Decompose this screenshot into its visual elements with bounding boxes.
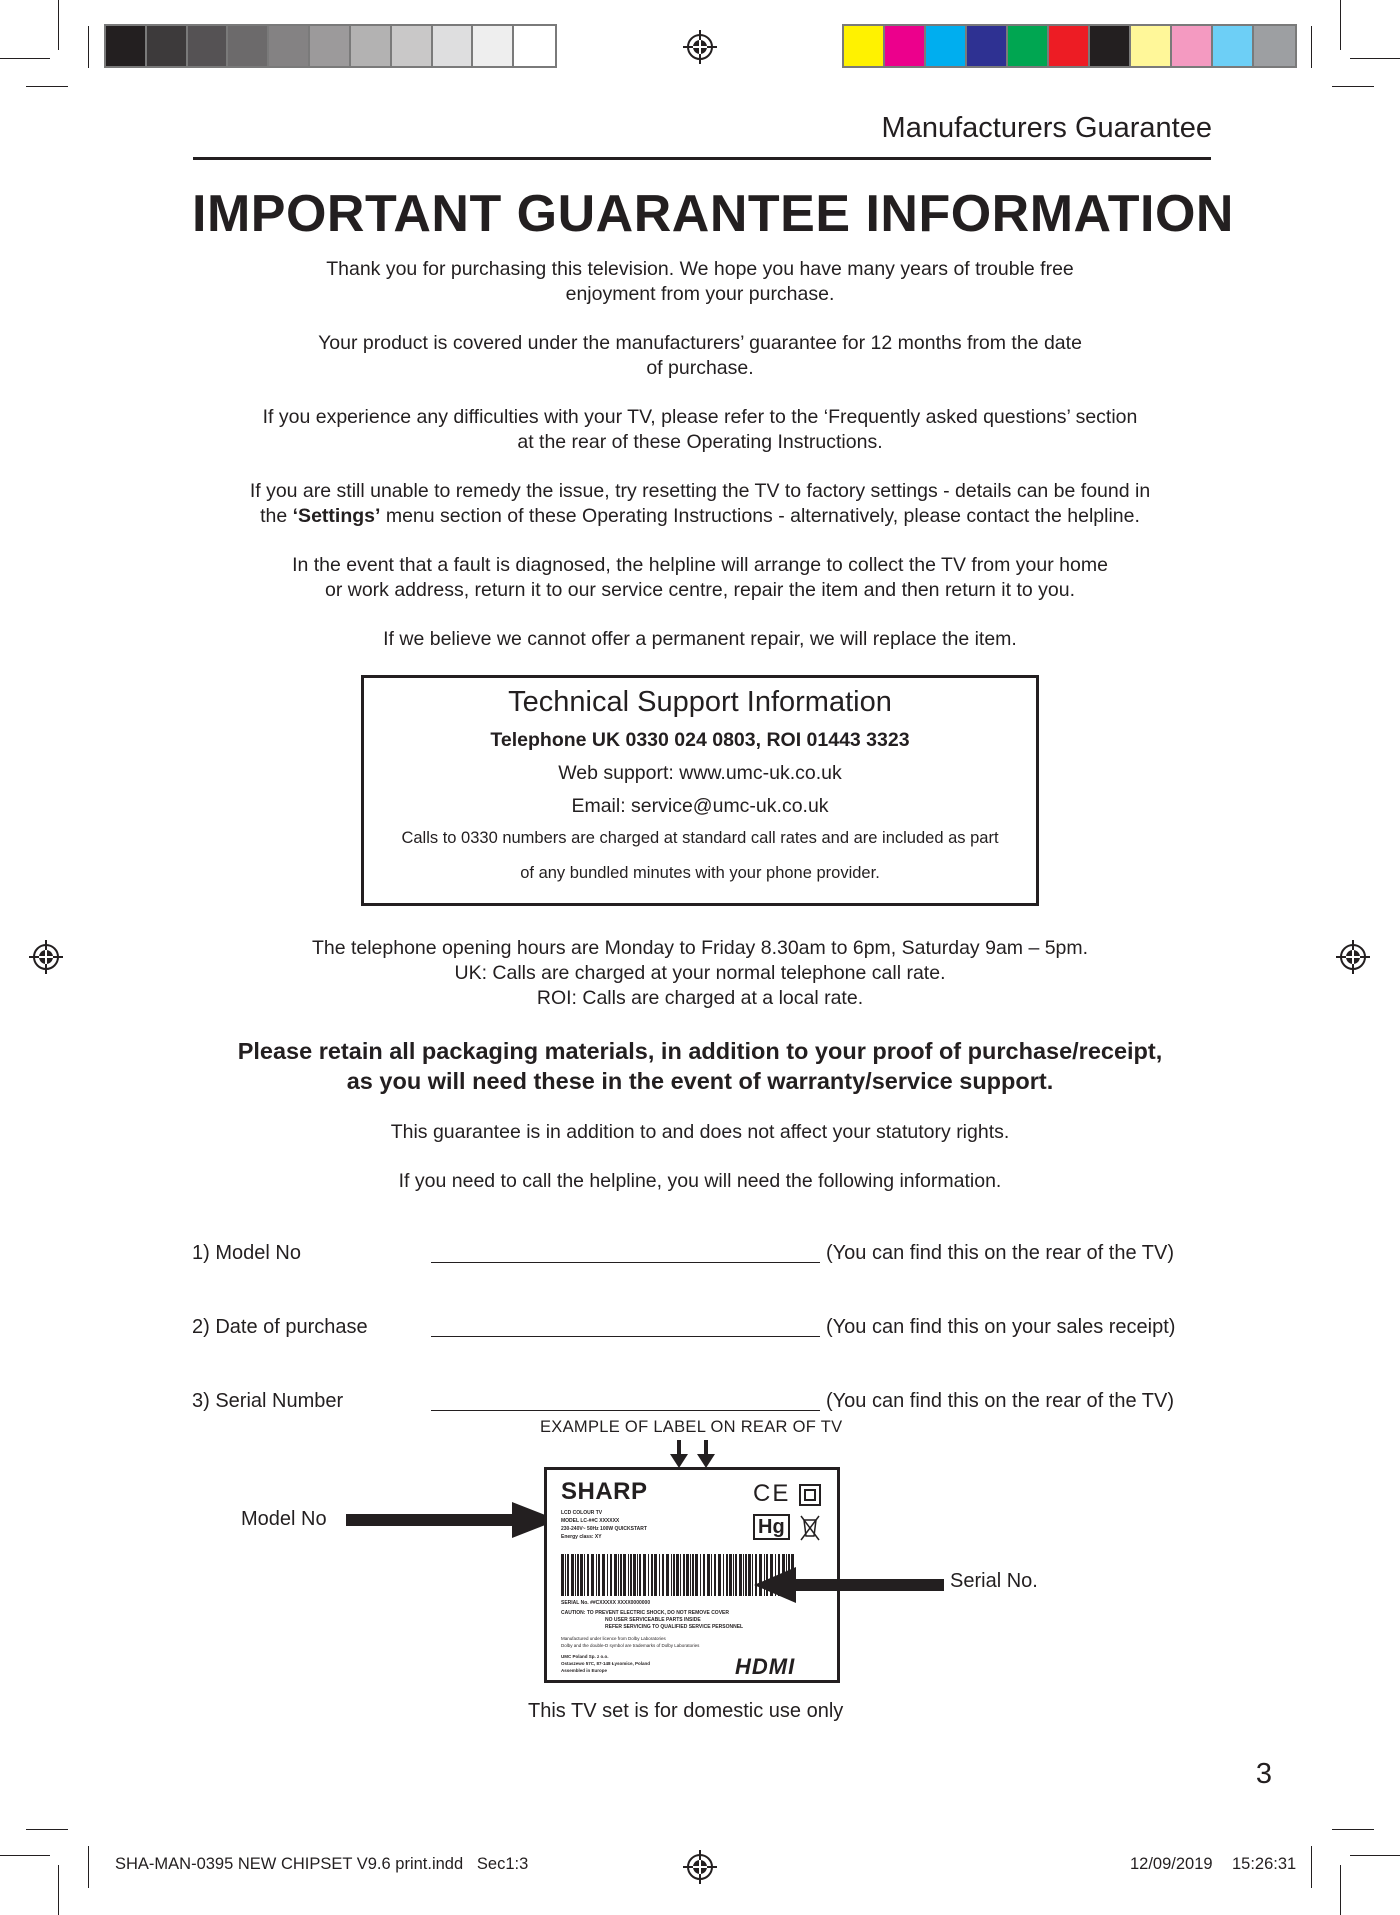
registration-mark-icon <box>681 28 719 66</box>
paragraph-line: UK: Calls are charged at your normal telephone call rate. <box>454 962 946 984</box>
registration-mark-icon <box>681 1848 719 1886</box>
barcode-bar <box>639 1554 641 1596</box>
paragraph-line: ROI: Calls are charged at a local rate. <box>536 987 864 1009</box>
crop-mark <box>1350 58 1400 59</box>
paragraph-line: If you experience any difficulties with your TV, please refer to the ‘Frequently asked questions’ section <box>262 406 1138 428</box>
form-line-model-no <box>431 1262 820 1263</box>
label-fine-print: NO USER SERVICEABLE PARTS INSIDE <box>605 1617 701 1623</box>
crop-mark <box>1311 26 1312 68</box>
barcode-bar <box>623 1554 626 1596</box>
weee-bin-icon <box>799 1512 821 1542</box>
barcode-bar <box>580 1554 583 1596</box>
color-swatch <box>269 26 310 66</box>
barcode-bar <box>700 1554 701 1596</box>
crop-mark <box>1311 1846 1312 1888</box>
barcode-bar <box>680 1554 681 1596</box>
example-caption: EXAMPLE OF LABEL ON REAR OF TV <box>540 1418 843 1436</box>
color-swatch <box>514 26 555 66</box>
paragraph-line: If you are still unable to remedy the issue, try resetting the TV to factory settings - details can be found in <box>249 480 1151 502</box>
domestic-use-note: This TV set is for domestic use only <box>528 1700 844 1722</box>
footer-time: 15:26:31 <box>1232 1855 1297 1873</box>
support-heading: Technical Support Information <box>508 686 892 718</box>
support-email: Email: service@umc-uk.co.uk <box>571 795 829 817</box>
intro-paragraph <box>193 257 1207 307</box>
paragraph-line: of purchase. <box>646 357 754 379</box>
label-fine-print: CAUTION: TO PREVENT ELECTRIC SHOCK, DO NOT REMOVE COVER <box>561 1610 729 1616</box>
color-swatch <box>188 26 229 66</box>
crop-mark <box>1340 1865 1341 1915</box>
label-fine-print: SERIAL No. ##CXXXXX XXXX0000000 <box>561 1600 651 1606</box>
process-color-bar <box>842 24 1297 68</box>
color-swatch <box>885 26 926 66</box>
technical-support-box <box>361 675 1039 906</box>
form-line-date-of-purchase <box>431 1336 820 1337</box>
crop-mark <box>88 1846 89 1888</box>
paragraph-line: The telephone opening hours are Monday to Friday 8.30am to 6pm, Saturday 9am – 5pm. <box>311 937 1089 959</box>
page-title: IMPORTANT GUARANTEE INFORMATION <box>192 185 1234 243</box>
paragraph-line: or work address, return it to our service centre, repair the item and then return it to you. <box>324 579 1076 601</box>
paragraph-line: Your product is covered under the manufacturers’ guarantee for 12 months from the date <box>318 332 1082 354</box>
paragraph-line <box>193 504 1207 529</box>
form-hint-serial-number: (You can find this on the rear of the TV) <box>826 1390 1174 1412</box>
barcode-bar <box>651 1554 653 1596</box>
crop-mark <box>88 26 89 68</box>
label-fine-print: Ostaszewo 57C, 87-148 Łysomice, Poland <box>561 1661 651 1666</box>
color-swatch <box>844 26 885 66</box>
label-fine-print: UMC Poland Sp. z o.o. <box>561 1654 609 1659</box>
barcode-bar <box>630 1554 632 1596</box>
label-fine-print: Manufactured under licence from Dolby Laboratories <box>561 1636 666 1641</box>
example-model-no-label: Model No <box>241 1508 327 1530</box>
barcode-bar <box>735 1554 737 1596</box>
barcode-bar <box>610 1554 612 1596</box>
barcode-bar <box>711 1554 712 1596</box>
text-run: menu section of these Operating Instructions - alternatively, please contact the helpline. <box>380 505 1140 527</box>
double-insulation-icon <box>799 1484 821 1506</box>
barcode-bar <box>695 1554 698 1596</box>
crop-mark <box>1350 1855 1400 1856</box>
barcode-bar <box>571 1554 574 1596</box>
support-note: Calls to 0330 numbers are charged at standard call rates and are included as part <box>401 829 999 847</box>
barcode-bar <box>596 1554 597 1596</box>
barcode-bar <box>743 1554 744 1596</box>
label-fine-print: Energy class: XY <box>561 1534 602 1540</box>
barcode-bar <box>607 1554 608 1596</box>
barcode-bar <box>659 1554 660 1596</box>
support-web: Web support: www.umc-uk.co.uk <box>558 762 842 784</box>
replace-paragraph <box>193 627 1207 652</box>
registration-mark-icon <box>27 938 65 976</box>
section-header: Manufacturers Guarantee <box>881 112 1212 144</box>
color-swatch <box>433 26 474 66</box>
barcode-bar <box>577 1554 579 1596</box>
color-swatch <box>473 26 514 66</box>
barcode-bar <box>718 1554 721 1596</box>
barcode-bar <box>662 1554 664 1596</box>
crop-mark <box>58 0 59 50</box>
header-divider <box>193 157 1211 160</box>
barcode-bar <box>598 1554 600 1596</box>
text-run: the <box>260 505 293 527</box>
retain-packaging-notice <box>193 1036 1207 1096</box>
color-swatch <box>1131 26 1172 66</box>
barcode-bar <box>561 1554 564 1596</box>
mercury-mark: Hg <box>753 1514 790 1540</box>
barcode-bar <box>692 1554 694 1596</box>
color-swatch <box>147 26 188 66</box>
color-swatch <box>1090 26 1131 66</box>
paragraph-line: If you need to call the helpline, you will need the following information. <box>398 1170 1002 1192</box>
barcode-bar <box>748 1554 751 1596</box>
color-swatch <box>392 26 433 66</box>
barcode-bar <box>673 1554 675 1596</box>
crop-mark <box>0 1855 50 1856</box>
barcode-bar <box>714 1554 716 1596</box>
statutory-rights <box>193 1120 1207 1145</box>
form-label-serial-number: 3) Serial Number <box>192 1390 344 1412</box>
registration-mark-icon <box>1334 938 1372 976</box>
faq-paragraph <box>193 405 1207 455</box>
barcode-bar <box>643 1554 646 1596</box>
barcode-bar <box>620 1554 622 1596</box>
barcode-bar <box>703 1554 705 1596</box>
model-no-arrow-icon <box>346 1500 560 1540</box>
label-fine-print: LCD COLOUR TV <box>561 1510 603 1516</box>
form-hint-model-no: (You can find this on the rear of the TV) <box>826 1242 1174 1264</box>
barcode-bar <box>567 1554 569 1596</box>
opening-hours <box>193 936 1207 1011</box>
barcode-bar <box>618 1554 619 1596</box>
label-fine-print: Dolby and the double-D symbol are trademarks of Dolby Laboratories <box>561 1643 700 1648</box>
barcode-bar <box>587 1554 589 1596</box>
color-swatch <box>310 26 351 66</box>
coverage-paragraph <box>193 331 1207 381</box>
barcode-bar <box>602 1554 605 1596</box>
support-telephone: Telephone UK 0330 024 0803, ROI 01443 3323 <box>490 729 910 751</box>
page-number: 3 <box>1255 1758 1272 1790</box>
barcode-bar <box>654 1554 657 1596</box>
barcode-bar <box>676 1554 679 1596</box>
barcode-bar <box>707 1554 710 1596</box>
ce-mark: CE <box>753 1480 791 1507</box>
label-fine-print: REFER SERVICING TO QUALIFIED SERVICE PERSONNEL <box>605 1624 744 1630</box>
barcode-bar <box>733 1554 734 1596</box>
barcode-bar <box>666 1554 669 1596</box>
barcode-bar <box>726 1554 728 1596</box>
color-swatch <box>1213 26 1254 66</box>
barcode-bar <box>739 1554 742 1596</box>
crop-mark <box>1332 86 1374 87</box>
crop-mark <box>58 1865 59 1915</box>
paragraph-line: Thank you for purchasing this television. We hope you have many years of trouble free <box>326 258 1074 280</box>
footer-file-name: SHA-MAN-0395 NEW CHIPSET V9.6 print.indd Sec1:3 <box>115 1855 529 1873</box>
paragraph-line: at the rear of these Operating Instructions. <box>517 431 883 453</box>
color-swatch <box>967 26 1008 66</box>
example-serial-no-label: Serial No. <box>950 1570 1038 1592</box>
form-line-serial-number <box>431 1410 820 1411</box>
color-swatch <box>351 26 392 66</box>
paragraph-line: enjoyment from your purchase. <box>565 283 835 305</box>
barcode-bar <box>637 1554 638 1596</box>
form-hint-date-of-purchase: (You can find this on your sales receipt) <box>826 1316 1176 1338</box>
fault-paragraph <box>193 553 1207 603</box>
notice-line: as you will need these in the event of warranty/service support. <box>346 1068 1054 1094</box>
crop-mark <box>1332 1829 1374 1830</box>
barcode-bar <box>683 1554 685 1596</box>
color-swatch <box>926 26 967 66</box>
crop-mark <box>26 1829 68 1830</box>
barcode-bar <box>614 1554 617 1596</box>
barcode-bar <box>591 1554 594 1596</box>
barcode-bar <box>648 1554 649 1596</box>
crop-mark <box>26 86 68 87</box>
barcode-bar <box>565 1554 566 1596</box>
barcode-bar <box>584 1554 585 1596</box>
barcode-bar <box>723 1554 724 1596</box>
footer-date: 12/09/2019 <box>1130 1855 1213 1873</box>
paragraph-line: This guarantee is in addition to and does not affect your statutory rights. <box>390 1121 1010 1143</box>
label-fine-print: 230-240V~ 50Hz 100W QUICKSTART <box>561 1526 647 1532</box>
barcode-bar <box>690 1554 691 1596</box>
brand-logo: SHARP <box>561 1478 648 1505</box>
barcode-bar <box>633 1554 636 1596</box>
barcode-bar <box>671 1554 672 1596</box>
color-swatch <box>1008 26 1049 66</box>
helpline-info <box>193 1169 1207 1194</box>
serial-no-arrow-icon <box>752 1565 946 1605</box>
barcode-bar <box>575 1554 576 1596</box>
label-fine-print: Assembled in Europe <box>561 1668 608 1673</box>
settings-emphasis: ‘Settings’ <box>292 505 381 527</box>
paragraph-line: If we believe we cannot offer a permanent repair, we will replace the item. <box>383 628 1017 650</box>
hdmi-logo: HDMI <box>735 1654 796 1679</box>
down-arrows-icon <box>666 1438 718 1470</box>
color-swatch <box>1254 26 1295 66</box>
reset-paragraph <box>193 479 1207 529</box>
label-fine-print: MODEL LC-##C XXXXXX <box>561 1518 620 1524</box>
form-label-date-of-purchase: 2) Date of purchase <box>192 1316 368 1338</box>
barcode-bar <box>745 1554 747 1596</box>
crop-mark <box>0 58 50 59</box>
crop-mark <box>1340 0 1341 50</box>
color-swatch <box>1049 26 1090 66</box>
color-swatch <box>1172 26 1213 66</box>
support-note: of any bundled minutes with your phone provider. <box>520 864 880 882</box>
notice-line: Please retain all packaging materials, in addition to your proof of purchase/receipt, <box>237 1038 1163 1064</box>
color-swatch <box>228 26 269 66</box>
grayscale-color-bar <box>104 24 557 68</box>
paragraph-line: In the event that a fault is diagnosed, the helpline will arrange to collect the TV from your home <box>292 554 1108 576</box>
barcode-bar <box>729 1554 732 1596</box>
barcode-bar <box>686 1554 689 1596</box>
form-label-model-no: 1) Model No <box>192 1242 301 1264</box>
barcode-bar <box>628 1554 629 1596</box>
color-swatch <box>106 26 147 66</box>
